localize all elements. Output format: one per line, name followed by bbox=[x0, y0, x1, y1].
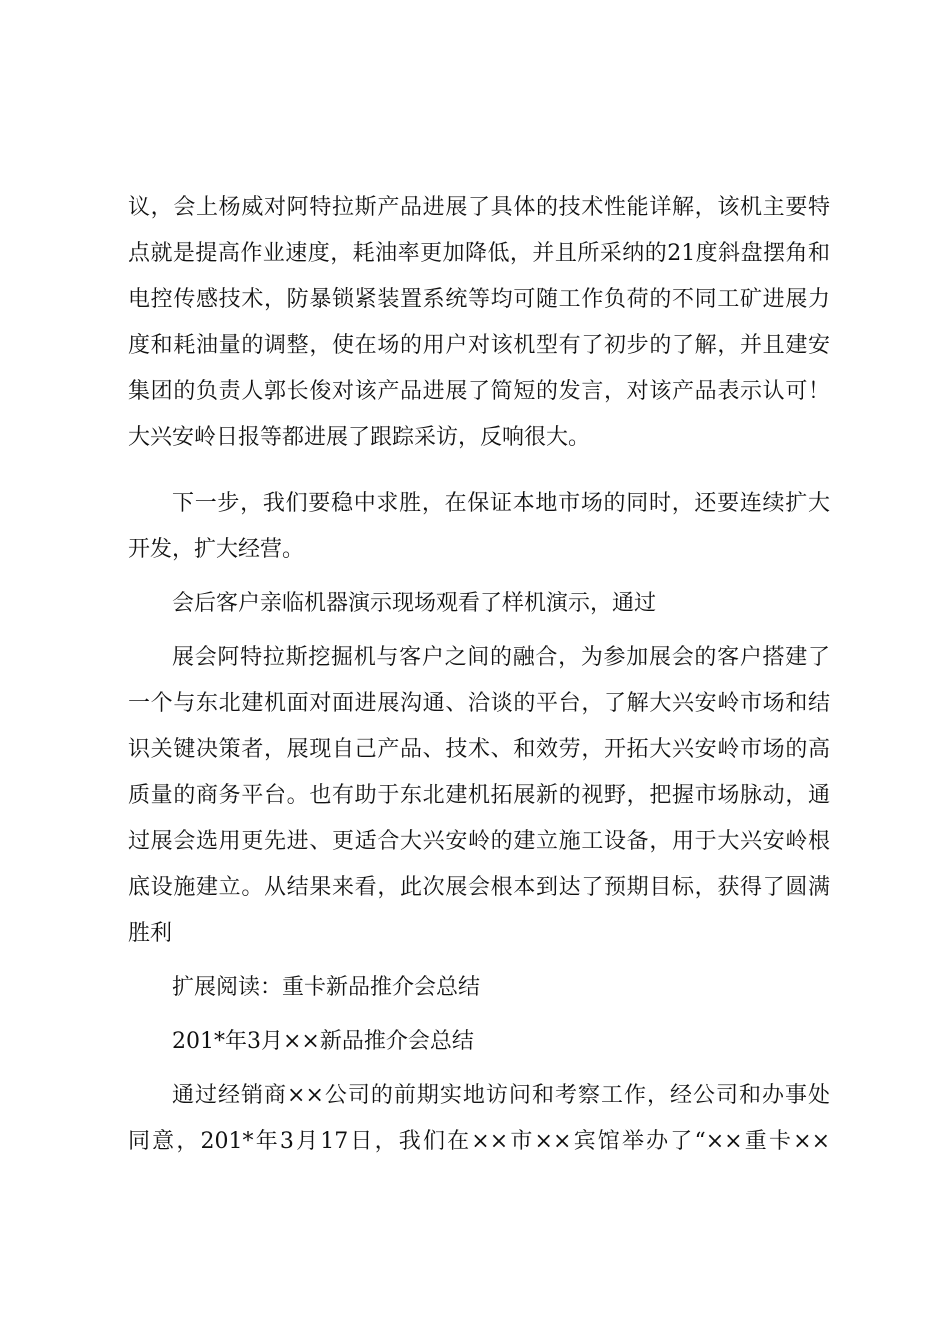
text-line: 会后客户亲临机器演示现场观看了样机演示，通过 bbox=[172, 591, 657, 616]
text-line: 质量的商务平台。也有助于东北建机拓展新的视野，把握市场脉动，通 bbox=[128, 783, 830, 808]
text-line: 识关键决策者，展现自己产品、技术、和效劳，开拓大兴安岭市场的高 bbox=[128, 737, 830, 762]
section-subheading: 201*年3月××新品推介会总结 bbox=[172, 1029, 474, 1054]
text-line: 点就是提高作业速度，耗油率更加降低，并且所采纳的21度斜盘摆角和 bbox=[128, 241, 830, 266]
text-line: 胜利 bbox=[128, 921, 173, 946]
text-line: 展会阿特拉斯挖掘机与客户之间的融合，为参加展会的客户搭建了 bbox=[172, 645, 830, 670]
text-line: 大兴安岭日报等都进展了跟踪采访，反响很大。 bbox=[128, 425, 591, 450]
text-line: 过展会选用更先进、更适合大兴安岭的建立施工设备，用于大兴安岭根 bbox=[128, 829, 830, 854]
section-heading: 扩展阅读：重卡新品推介会总结 bbox=[172, 975, 481, 1000]
text-line: 下一步，我们要稳中求胜，在保证本地市场的同时，还要连续扩大 bbox=[172, 491, 830, 516]
text-line: 底设施建立。从结果来看，此次展会根本到达了预期目标，获得了圆满 bbox=[128, 875, 830, 900]
text-line: 一个与东北建机面对面进展沟通、洽谈的平台，了解大兴安岭市场和结 bbox=[128, 691, 830, 716]
text-line: 集团的负责人郭长俊对该产品进展了简短的发言，对该产品表示认可！ bbox=[128, 379, 830, 404]
text-line: 度和耗油量的调整，使在场的用户对该机型有了初步的了解，并且建安 bbox=[128, 333, 830, 358]
text-line: 开发，扩大经营。 bbox=[128, 537, 305, 562]
text-line: 通过经销商××公司的前期实地访问和考察工作，经公司和办事处 bbox=[172, 1083, 830, 1108]
text-line: 议，会上杨威对阿特拉斯产品进展了具体的技术性能详解，该机主要特 bbox=[128, 195, 830, 220]
text-line: 电控传感技术，防暴锁紧装置系统等均可随工作负荷的不同工矿进展力 bbox=[128, 287, 830, 312]
text-line: 同意，201*年3月17日，我们在××市××宾馆举办了“××重卡×× bbox=[128, 1129, 830, 1154]
